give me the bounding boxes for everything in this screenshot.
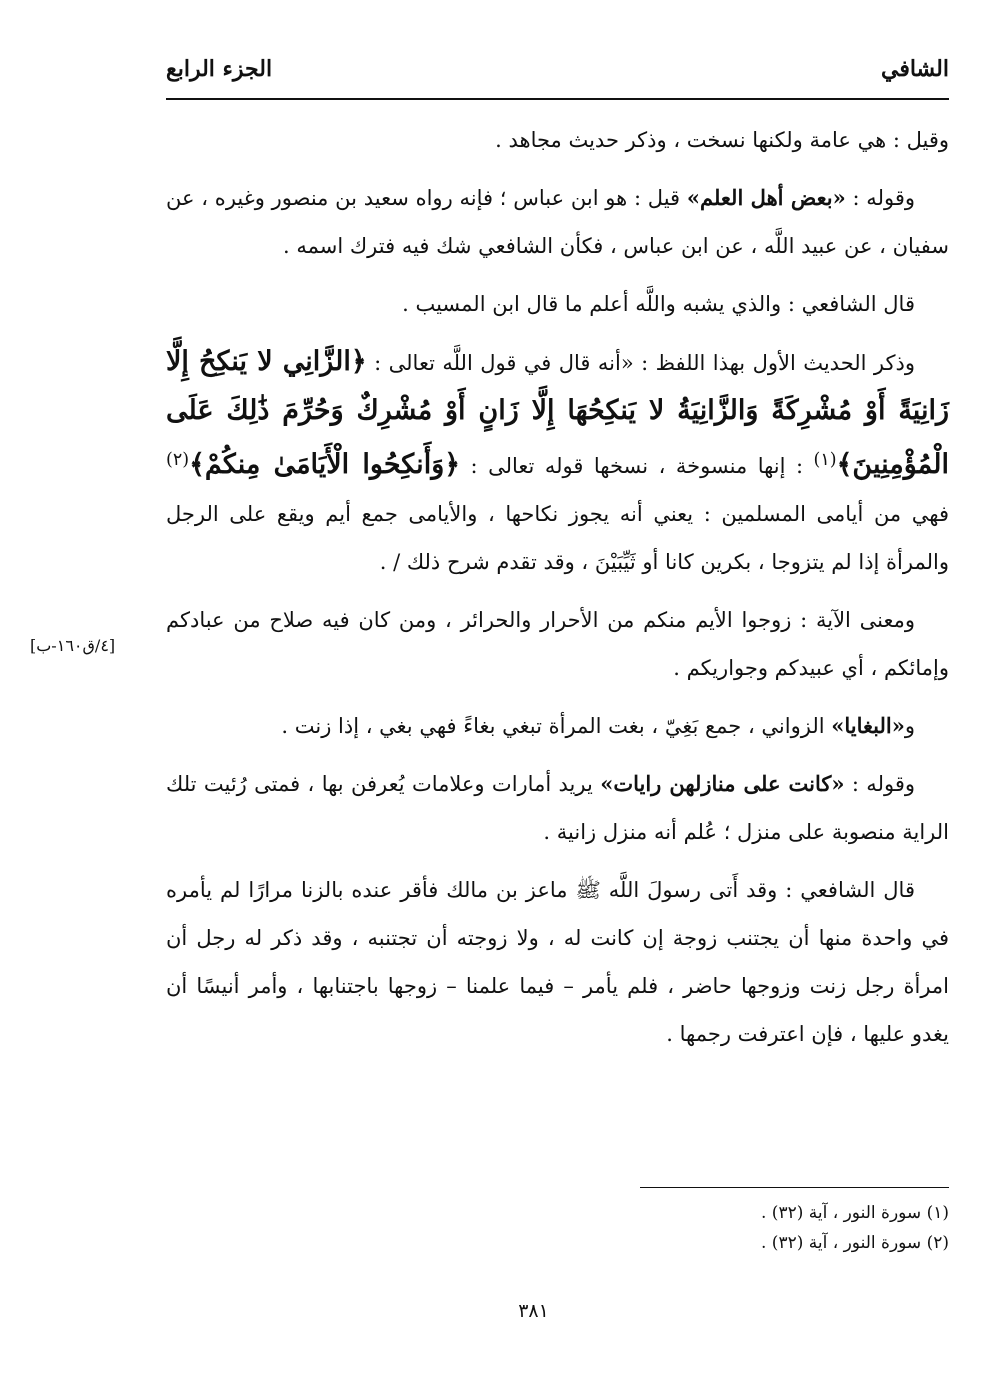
paragraph-text: قال الشافعي : وقد أَتى رسولَ اللَّه ﷺ ماعز بن مالك فأقر عنده بالزنا مرارًا لم يأمره في واحدة منها أن يجتنب زوجة إن كانت له ، ولا زوجته أن تجتنبه ، وقد ذكر له رجل أن امرأة رجل زنت وزوجها حاضر ، فلم يأمر – فيما علمنا – زوجها باجتنابها ، وأمر أنيسًا أن يغدو عليها ، فإن اعترفت رجمها . (166, 878, 949, 1046)
header-rule (166, 98, 949, 100)
paragraph-text: وقيل : هي عامة ولكنها نسخت ، وذكر حديث مجاهد . (495, 128, 949, 152)
paragraph-3 (166, 280, 949, 328)
main-text (166, 116, 949, 1068)
volume-label: الجزء الرابع (166, 56, 273, 82)
paragraph-text: وقوله : (845, 186, 915, 210)
paragraph-text: ومعنى الآية : زوجوا الأيم منكم من الأحرار والحرائر ، ومن كان فيه صلاح من عبادكم وإمائكم ، أي عبيدكم وجواريكم . (166, 608, 949, 680)
paragraph-text: و (904, 714, 915, 738)
paragraph-text: : إنها منسوخة ، نسخها قوله تعالى : (460, 454, 814, 478)
paragraph-2 (166, 174, 949, 270)
footnotes (349, 1198, 949, 1258)
running-header (166, 48, 949, 88)
paragraph-text: وقوله : (844, 772, 915, 796)
book-title: الشافي (881, 56, 949, 82)
paragraph-text: فهي من أيامى المسلمين : يعني أنه يجوز نكاحها ، والأيامى جمع أيم ويقع على الرجل والمرأة إذا لم يتزوجا ، بكرين كانا أو ثَيِّبَيْنَ ، وقد تقدم شرح ذلك / . (166, 502, 949, 574)
quran-verse: ﴿وَأَنكِحُوا الْأَيَامَىٰ مِنكُمْ﴾ (189, 449, 461, 480)
page-number: ٣٨١ (518, 1300, 549, 1322)
paragraph-6 (166, 702, 949, 750)
quoted-term: «كانت على منازلهن رايات» (600, 771, 845, 796)
footnote-2: (٢) سورة النور ، آية (٣٢) . (760, 1233, 949, 1253)
paragraph-5 (166, 596, 949, 692)
paragraph-text: يريد أمارات وعلامات يُعرفن بها ، فمتى رُئيت تلك الراية منصوبة على منزل ؛ عُلم أنه منزل زانية . (166, 772, 949, 844)
paragraph-text: وذكر الحديث الأول بهذا اللفظ : «أنه قال في قول اللَّه تعالى : (366, 351, 915, 375)
footnote-ref: (١) (813, 450, 837, 470)
footnote-rule (640, 1187, 949, 1188)
paragraph-text: الزواني ، جمع بَغِيّ ، بغت المرأة تبغي بغاءً فهي بغي ، إذا زنت . (281, 714, 832, 738)
footnote-1: (١) سورة النور ، آية (٣٢) . (760, 1203, 949, 1223)
quran-verse: ﴿الزَّانِي لا يَنكِحُ إِلَّا زَانِيَةً أَوْ مُشْرِكَةً وَالزَّانِيَةُ لا يَنكِحُهَا إِلَّا زَانٍ أَوْ مُشْرِكٌ وَحُرِّمَ ذَٰلِكَ عَلَى الْمُؤْمِنِينَ﴾ (166, 346, 949, 480)
quoted-term: «بعض أهل العلم» (686, 185, 846, 210)
paragraph-text: قيل : هو ابن عباس ؛ فإنه رواه سعيد بن منصور وغيره ، عن سفيان ، عن عبيد اللَّه ، عن ابن عباس ، فكأن الشافعي شك فيه فترك اسمه . (166, 186, 949, 258)
paragraph-1 (166, 116, 949, 164)
manuscript-folio-note: [٤/ق١٦٠-ب] (30, 636, 116, 655)
paragraph-text: قال الشافعي : والذي يشبه واللَّه أعلم ما قال ابن المسيب . (402, 292, 915, 316)
paragraph-7 (166, 760, 949, 856)
paragraph-4 (166, 338, 949, 586)
footnote-ref: (٢) (166, 450, 190, 470)
quoted-term: «البغايا» (831, 713, 905, 738)
paragraph-8 (166, 866, 949, 1058)
